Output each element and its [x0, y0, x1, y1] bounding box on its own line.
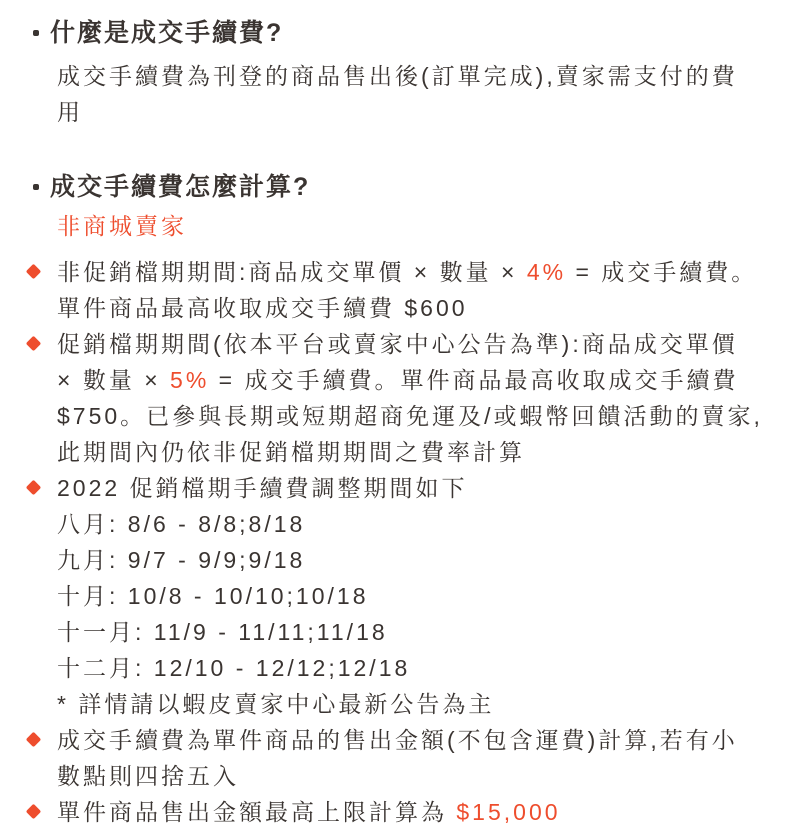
diamond-shape: [26, 480, 42, 496]
question-heading-how: [33, 168, 770, 206]
diamond-shape: [26, 804, 42, 820]
schedule-line-october: 十月: 10/8 - 10/10;10/18: [57, 583, 369, 609]
diamond-shape: [26, 336, 42, 352]
schedule-intro: 2022 促銷檔期手續費調整期間如下: [57, 475, 468, 501]
schedule-line-september: 九月: 9/7 - 9/9;9/18: [57, 547, 306, 573]
rule-promo-rate: 促銷檔期期間(依本平台或賣家中心公告為準):商品成交單價 × 數量 × 5% = 成交手續費。單件商品最高收取成交手續費 $750。已參與長期或短期超商免運及/或蝦幣回饋活動的賣家,此期間內仍依非促銷檔期期間之費率計算: [57, 331, 763, 465]
section-how-calculated: [33, 168, 770, 830]
diamond-bullet-icon: [25, 794, 57, 817]
question-heading-text: 什麼是成交手續費?: [50, 19, 284, 47]
diamond-bullet-icon: [25, 722, 57, 745]
list-item: [25, 254, 770, 326]
diamond-shape: [26, 732, 42, 748]
rule-2022-schedule: [57, 470, 763, 722]
schedule-line-august: 八月: 8/6 - 8/8;8/18: [57, 511, 306, 537]
list-item: [25, 326, 770, 470]
list-item: [25, 722, 770, 794]
rule-max-amount: 單件商品售出金額最高上限計算為 $15,000: [57, 799, 561, 825]
question-heading-text: 成交手續費怎麼計算?: [50, 173, 311, 201]
rule-rounding: 成交手續費為單件商品的售出金額(不包含運費)計算,若有小數點則四捨五入: [57, 727, 738, 789]
section-what-is-fee: [33, 14, 770, 130]
diamond-bullet-icon: [25, 326, 57, 349]
list-item: [25, 794, 770, 830]
diamond-shape: [26, 264, 42, 280]
question-heading-what: [33, 14, 770, 52]
schedule-line-november: 十一月: 11/9 - 11/11;11/18: [57, 619, 388, 645]
diamond-bullet-icon: [25, 254, 57, 277]
bullet-dot-icon: [33, 184, 39, 190]
diamond-bullet-icon: [25, 470, 57, 493]
rule-non-promo-rate: 非促銷檔期期間:商品成交單價 × 數量 × 4% = 成交手續費。單件商品最高收取成交手續費 $600: [57, 259, 758, 321]
schedule-line-december: 十二月: 12/10 - 12/12;12/18: [57, 655, 411, 681]
bullet-dot-icon: [33, 30, 39, 36]
schedule-disclaimer: * 詳情請以蝦皮賣家中心最新公告為主: [57, 691, 495, 717]
list-item: [25, 470, 770, 722]
fee-rules-list: [25, 254, 770, 830]
seller-type-subheading: 非商城賣家: [57, 213, 187, 239]
answer-paragraph: 成交手續費為刊登的商品售出後(訂單完成),賣家需支付的費用: [57, 63, 738, 125]
